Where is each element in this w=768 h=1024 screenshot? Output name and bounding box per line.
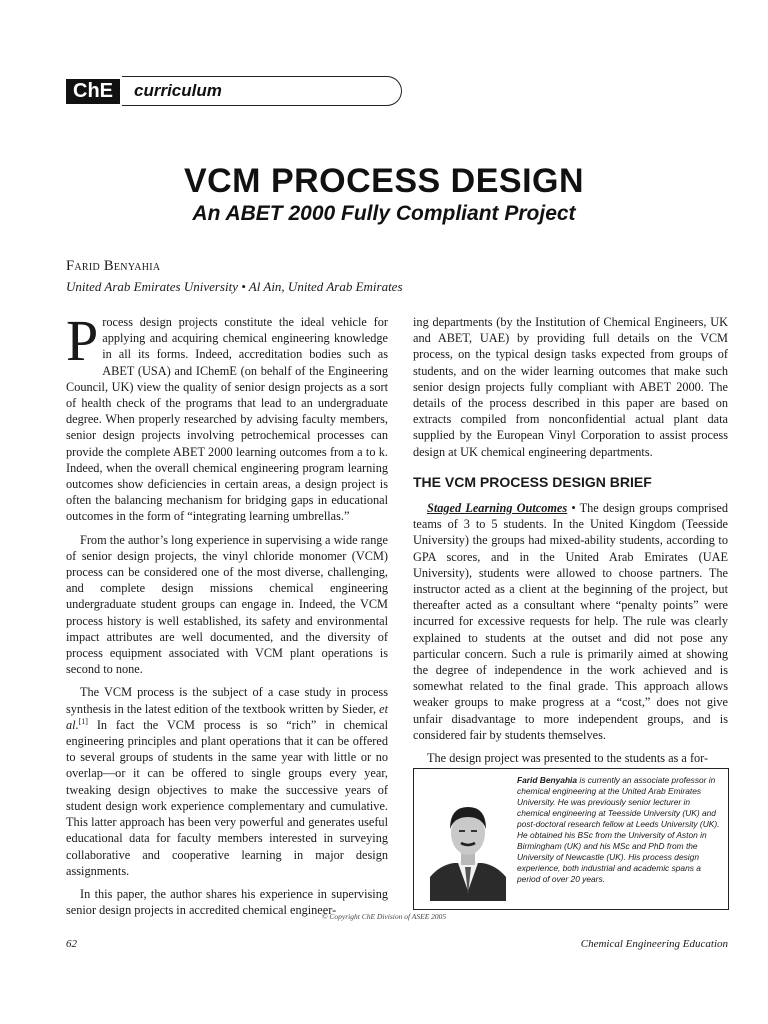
paragraph-4: In this paper, the author shares his experience in supervising senior design projects in accredited chemical engineer- — [66, 886, 388, 918]
paragraph-6 — [413, 500, 728, 743]
left-column — [66, 308, 388, 925]
journal-name: Chemical Engineering Education — [580, 938, 728, 950]
run-in-heading: Staged Learning Outcomes — [427, 501, 568, 516]
paragraph-2: From the author’s long experience in supervising a wide range of senior design projects, the vinyl chloride monomer (VCM) process can be considered one of the most diverse, challenging, and complete design missions chemical engineering undergraduate student groups can engage in. Indeed, the VCM process history is well established, its safety and environmental impact attributes are well documented, and the diversity of process equipment associated with VCM plant operations is second to none. — [66, 532, 388, 677]
paragraph-1-text: rocess design projects constitute the ideal vehicle for applying and acquiring chemical engineering knowledge in all its forms. Indeed, accreditation bodies such as ABET (USA) and IChemE (on behalf of the Engineering Council, UK) view the quality of senior design projects as a sort of health check of the programs that lead to an undergraduate degree. When properly researched by advising faculty members, senior design projects involving petrochemical processes can provide the complete ABET 2000 learning outcomes from a to k. Indeed, when the overall chemical engineering program learning outcomes show deficiencies in certain areas, a design project is often the balancing mechanism for bridging gaps in educational outcomes in the form of “integrating learning umbrellas.” — [66, 315, 388, 524]
copyright-line: © Copyright ChE Division of ASEE 2005 — [321, 912, 447, 921]
paragraph-1 — [66, 308, 388, 525]
paragraph-3 — [66, 684, 388, 878]
page-number: 62 — [66, 938, 77, 950]
section-banner — [66, 76, 408, 106]
author-name: Farid Benyahia — [66, 258, 161, 274]
section-heading: THE VCM PROCESS DESIGN BRIEF — [413, 473, 652, 490]
paper-subtitle: An ABET 2000 Fully Compliant Project — [192, 202, 576, 225]
bio-text — [517, 775, 721, 885]
paragraph-3-text-a: The VCM process is the subject of a case study in process synthesis in the latest edition of the textbook written by Sieder, — [66, 685, 388, 716]
paragraph-3-text-b: In fact the VCM process is so “rich” in chemical engineering principles and plant operations that it can be offered to several groups of students in the same year with little or no overlap—or it can be offered to single groups every year, tweaking design objectives to make the successive years of student design work experience complementary and cumulative. This latter approach has been very powerful and generates useful educational data for faculty members interested in surveying collaborative and cooperative learning in major design assignments. — [66, 717, 388, 878]
author-photo — [430, 779, 506, 901]
right-column — [413, 314, 728, 773]
author-affiliation: United Arab Emirates University • Al Ain, United Arab Emirates — [66, 279, 403, 294]
citation-ref: [1] — [78, 716, 88, 726]
drop-cap: P — [66, 308, 99, 373]
paper-title: VCM PROCESS DESIGN — [183, 162, 585, 200]
bio-name: Farid Benyahia — [517, 775, 578, 785]
paragraph-5: ing departments (by the Institution of Chemical Engineers, UK and ABET, UAE) by providing full details on the VCM process, on the typical design tasks expected from groups of students, and on the wider learning outcomes that make such senior design projects fully compliant with ABET 2000. The details of the process described in this paper are based on extracts compiled from nonconfidential actual plant data supplied by the European Vinyl Corporation to assist process design at UK chemical engineering departments. — [413, 315, 728, 459]
paragraph-7: The design project was presented to the students as a for- — [427, 751, 709, 766]
author-bio-box — [413, 768, 729, 910]
paragraph-6-text: • The design groups comprised teams of 3 to 5 students. In the United Kingdom (Teesside University) the groups had mixed-ability students, according to GPA scores, and in the United Arab Emirates (UAE University), students were allowed to choose partners. The instructor acted as a client at the beginning of the project, but thereafter acted as a consultant where “penalty points” were incurred for excessive requests for help. The rule was clearly explained to students at the outset and did not pose any particular concern. Such a rule is primarily aimed at showing the degree of independence in the work achieved and is somewhat related to the final grade. This approach allows weaker groups to make progress at a “cost,” does not give unfair disadvantage to more independent groups, and is considered fair by students themselves. — [413, 501, 728, 742]
banner-label: curriculum — [134, 81, 222, 100]
et-al: et al. — [66, 701, 388, 732]
che-badge: ChE — [66, 79, 120, 104]
bio-body: is currently an associate professor in chemical engineering at the United Arab Emirates University. He was previously senior lecturer in chemical engineering at Teesside University (UK) and post-doctoral research fellow at Leeds University (UK). He obtained his BSc from the University of Aston in Birmingham (UK) and his MSc and PhD from the University of Newcastle (UK). His process design experience, both industrial and academic spans a period of over 20 years. — [517, 775, 720, 884]
